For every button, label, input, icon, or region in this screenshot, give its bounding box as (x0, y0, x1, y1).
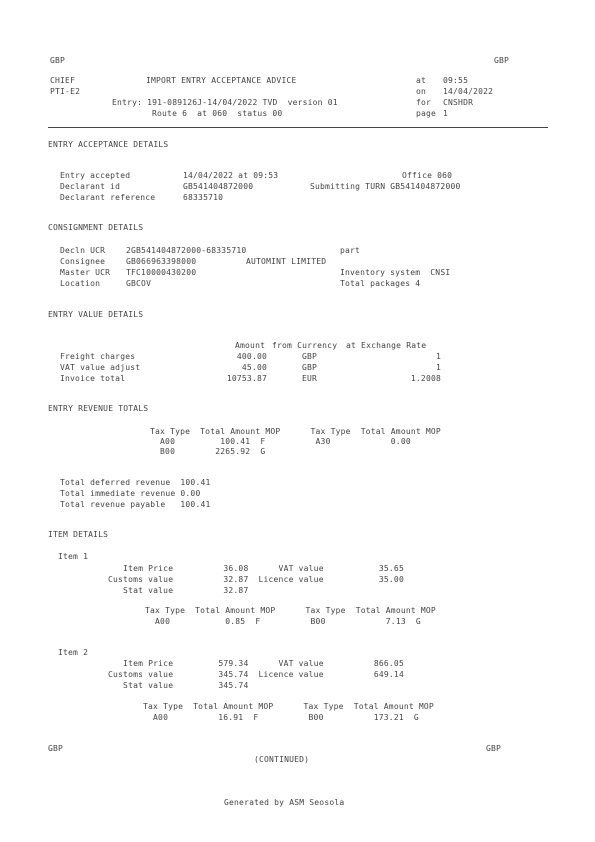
top-left-code: GBP (50, 56, 66, 65)
revenue-row-1: A00 100.41 F A30 0.00 (150, 437, 411, 446)
bottom-right-code: GBP (486, 744, 502, 753)
item-title: Item 2 (58, 648, 89, 657)
decln-ucr-part: part (340, 246, 361, 255)
entry-accepted-value: 14/04/2022 at 09:53 (183, 171, 279, 180)
total-packages-value: Total packages 4 (340, 279, 421, 288)
page-number: 1 (443, 109, 449, 118)
freight-charges-label: Freight charges (60, 352, 136, 361)
bottom-left-code: GBP (48, 744, 64, 753)
master-ucr-value: TFC10000430200 (126, 268, 197, 277)
rate-column-header: at Exchange Rate (346, 341, 427, 350)
entry-value-heading: ENTRY VALUE DETAILS (48, 310, 144, 319)
time-label: at (416, 76, 427, 85)
decln-ucr-value: 2GB541404872000-68335710 (126, 246, 247, 255)
customs-value-line: Customs value 345.74 Licence value 649.14 (108, 670, 404, 679)
declarant-reference-label: Declarant reference (60, 193, 156, 202)
invoice-total-rate: 1.2008 (410, 374, 441, 383)
freight-charges-amount: 400.00 (236, 352, 267, 361)
entry-accepted-label: Entry accepted (60, 171, 131, 180)
item-details-heading: ITEM DETAILS (48, 530, 109, 539)
date-label: on (416, 87, 427, 96)
page-label: page (416, 109, 437, 118)
declarant-id-label: Declarant id (60, 182, 121, 191)
item-tax-row: A00 16.91 F B00 173.21 G (143, 713, 419, 722)
item-title: Item 1 (58, 552, 89, 561)
document-title: IMPORT ENTRY ACCEPTANCE ADVICE (146, 76, 297, 85)
system-code: PTI-E2 (50, 87, 81, 96)
total-deferred-revenue: Total deferred revenue 100.41 (60, 478, 211, 487)
consignee-value: GB066963398000 (126, 257, 197, 266)
top-right-code: GBP (494, 56, 510, 65)
entry-revenue-heading: ENTRY REVENUE TOTALS (48, 404, 149, 413)
vat-adjust-currency: GBP (302, 363, 318, 372)
entry-acceptance-heading: ENTRY ACCEPTANCE DETAILS (48, 140, 169, 149)
stat-value-line: Stat value 32.87 (108, 586, 249, 595)
freight-charges-rate: 1 (435, 352, 441, 361)
declarant-id-value: GB541404872000 (183, 182, 254, 191)
generated-by-footer: Generated by ASM Seosola (224, 798, 345, 807)
location-value: GBCOV (126, 279, 152, 288)
continued-marker: (CONTINUED) (254, 755, 310, 764)
item-tax-row: A00 0.85 F B00 7.13 G (145, 617, 421, 626)
office-value: Office 060 (402, 171, 453, 180)
currency-column-header: from Currency (272, 341, 338, 350)
revenue-header-row: Tax Type Total Amount MOP Tax Type Total Amount MOP (150, 427, 441, 436)
inventory-system-value: Inventory system CNSI (340, 268, 451, 277)
invoice-total-label: Invoice total (60, 374, 126, 383)
time-value: 09:55 (443, 76, 469, 85)
invoice-total-amount: 10753.87 (226, 374, 267, 383)
master-ucr-label: Master UCR (60, 268, 111, 277)
system-name: CHIEF (50, 76, 76, 85)
submitting-turn-value: Submitting TURN GB541404872000 (310, 182, 461, 191)
declarant-reference-value: 68335710 (183, 193, 224, 202)
recipient-label: for (416, 98, 432, 107)
location-label: Location (60, 279, 101, 288)
revenue-row-2: B00 2265.92 G (150, 447, 266, 456)
vat-adjust-amount: 45.00 (241, 363, 267, 372)
item-price-line: Item Price 579.34 VAT value 866.05 (108, 659, 404, 668)
item-price-line: Item Price 36.08 VAT value 35.65 (108, 564, 404, 573)
vat-adjust-rate: 1 (435, 363, 441, 372)
consignee-label: Consignee (60, 257, 106, 266)
amount-column-header: Amount (235, 341, 266, 350)
item-tax-header: Tax Type Total Amount MOP Tax Type Total Amount MOP (145, 606, 436, 615)
item-tax-header: Tax Type Total Amount MOP Tax Type Total Amount MOP (143, 702, 434, 711)
route-line: Route 6 at 060 status 00 (152, 109, 283, 118)
recipient-value: CNSHDR (443, 98, 474, 107)
total-immediate-revenue: Total immediate revenue 0.00 (60, 489, 201, 498)
decln-ucr-label: Decln UCR (60, 246, 106, 255)
entry-reference-line: Entry: 191-089126J-14/04/2022 TVD version 01 (112, 98, 338, 107)
freight-charges-currency: GBP (302, 352, 318, 361)
consignee-name: AUTOMINT LIMITED (246, 257, 327, 266)
date-value: 14/04/2022 (443, 87, 494, 96)
total-revenue-payable: Total revenue payable 100.41 (60, 500, 211, 509)
customs-value-line: Customs value 32.87 Licence value 35.00 (108, 575, 404, 584)
invoice-total-currency: EUR (302, 374, 318, 383)
consignment-heading: CONSIGNMENT DETAILS (48, 223, 144, 232)
header-divider (48, 127, 548, 128)
vat-adjust-label: VAT value adjust (60, 363, 141, 372)
stat-value-line: Stat value 345.74 (108, 681, 249, 690)
